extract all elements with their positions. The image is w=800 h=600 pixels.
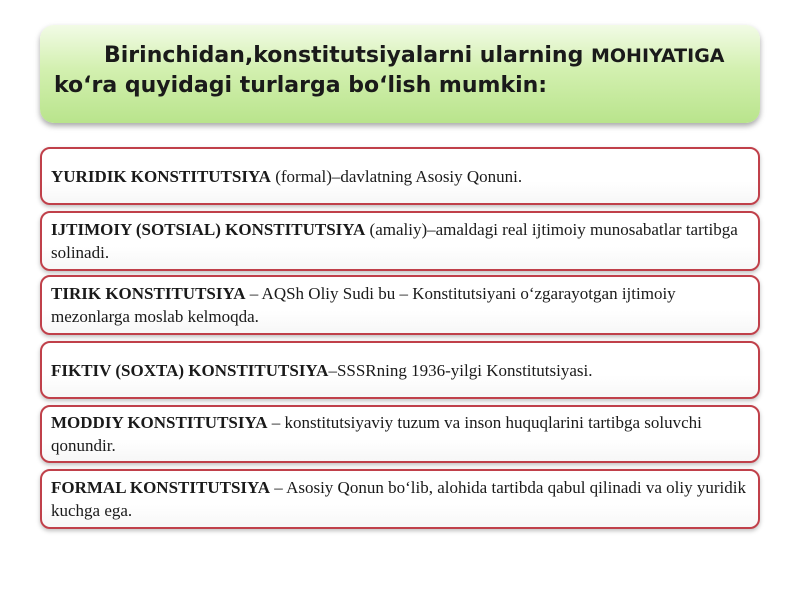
- item-description: – AQSh Oliy Sudi bu – Konstitutsiyani o‘zgarayotgan ijtimoiy mezonlarga moslab kelmoqda.: [51, 284, 676, 326]
- item-description: – konstitutsiyaviy tuzum va inson huquqlarini tartibga soluvchi qonundir.: [51, 413, 702, 455]
- item-text: [51, 282, 746, 328]
- title-main-text: Birinchidan,konstitutsiyalarni ularning: [104, 43, 591, 68]
- constitution-type-item: [40, 147, 760, 205]
- item-term: YURIDIK KONSTITUTSIYA: [51, 166, 271, 186]
- item-text: [51, 165, 522, 188]
- title-line-1: [54, 41, 746, 71]
- item-text: [51, 218, 746, 264]
- item-term: MODDIY KONSTITUTSIYA: [51, 413, 268, 432]
- item-text: [51, 359, 592, 382]
- item-term: FORMAL KONSTITUTSIYA: [51, 478, 271, 497]
- constitution-type-item: [40, 469, 760, 529]
- constitution-type-item: [40, 341, 760, 399]
- constitution-type-item: [40, 405, 760, 463]
- constitution-type-item: [40, 211, 760, 271]
- title-box: [40, 25, 760, 123]
- item-description: (formal)–davlatning Asosiy Qonuni.: [270, 166, 523, 186]
- item-description: –SSSRning 1936-yilgi Konstitutsiyasi.: [328, 360, 593, 380]
- item-text: [51, 476, 746, 522]
- item-term: FIKTIV (SOXTA) KONSTITUTSIYA: [51, 360, 329, 380]
- item-text: [51, 411, 746, 457]
- item-description: (amaliy)–amaldagi real ijtimoiy munosabatlar tartibga solinadi.: [51, 220, 738, 262]
- constitution-type-item: [40, 275, 760, 335]
- title-caps-text: MOHIYATIGA: [590, 45, 725, 67]
- item-term: IJTIMOIY (SOTSIAL) KONSTITUTSIYA: [51, 220, 366, 239]
- title-line-2: ko‘ra quyidagi turlarga bo‘lish mumkin:: [54, 73, 548, 98]
- item-description: – Asosiy Qonun bo‘lib, alohida tartibda qabul qilinadi va oliy yuridik kuchga ega.: [51, 478, 746, 520]
- item-term: TIRIK KONSTITUTSIYA: [51, 284, 246, 303]
